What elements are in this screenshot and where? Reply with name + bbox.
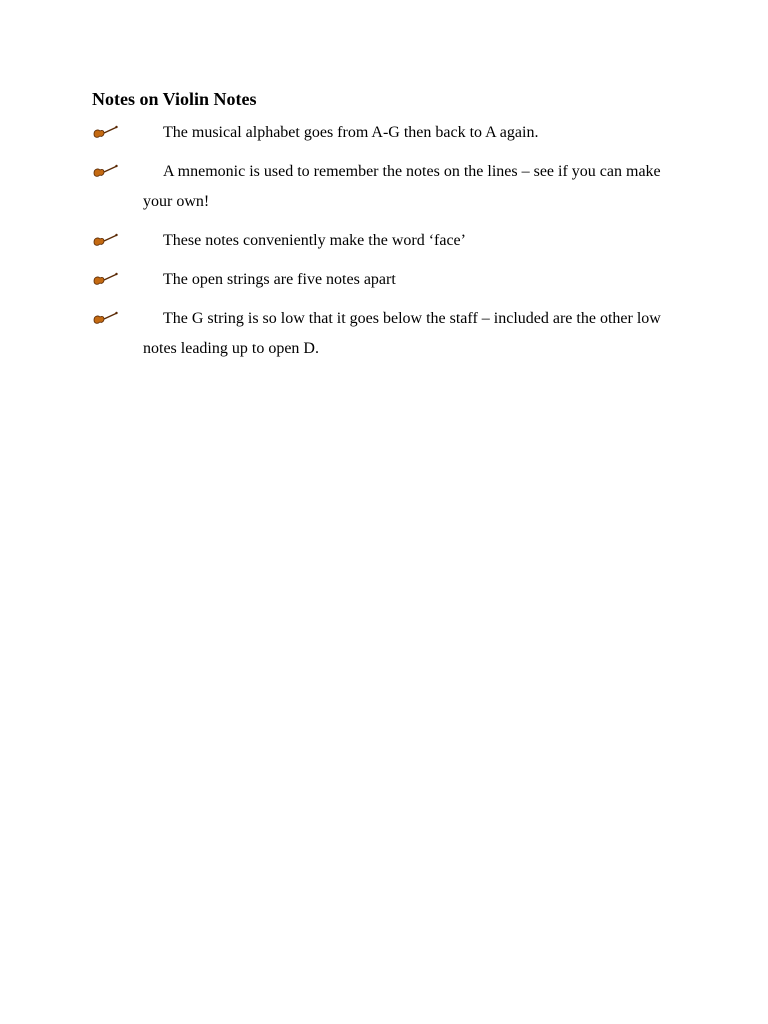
bullet-text: The musical alphabet goes from A-G then back to A again.: [163, 124, 539, 141]
violin-icon: [92, 310, 118, 328]
violin-icon: [92, 271, 118, 289]
bullet-text: The G string is so low that it goes below the staff – included are the other low notes leading up to open D.: [143, 310, 661, 357]
violin-icon: [92, 163, 118, 181]
page-title: Notes on Violin Notes: [92, 89, 257, 109]
violin-icon: [92, 124, 118, 142]
bullet-text: The open strings are five notes apart: [163, 271, 396, 288]
bullet-text: These notes conveniently make the word ‘face’: [163, 232, 466, 249]
violin-icon: [92, 232, 118, 250]
bullet-text: A mnemonic is used to remember the notes on the lines – see if you can make your own!: [143, 163, 661, 210]
